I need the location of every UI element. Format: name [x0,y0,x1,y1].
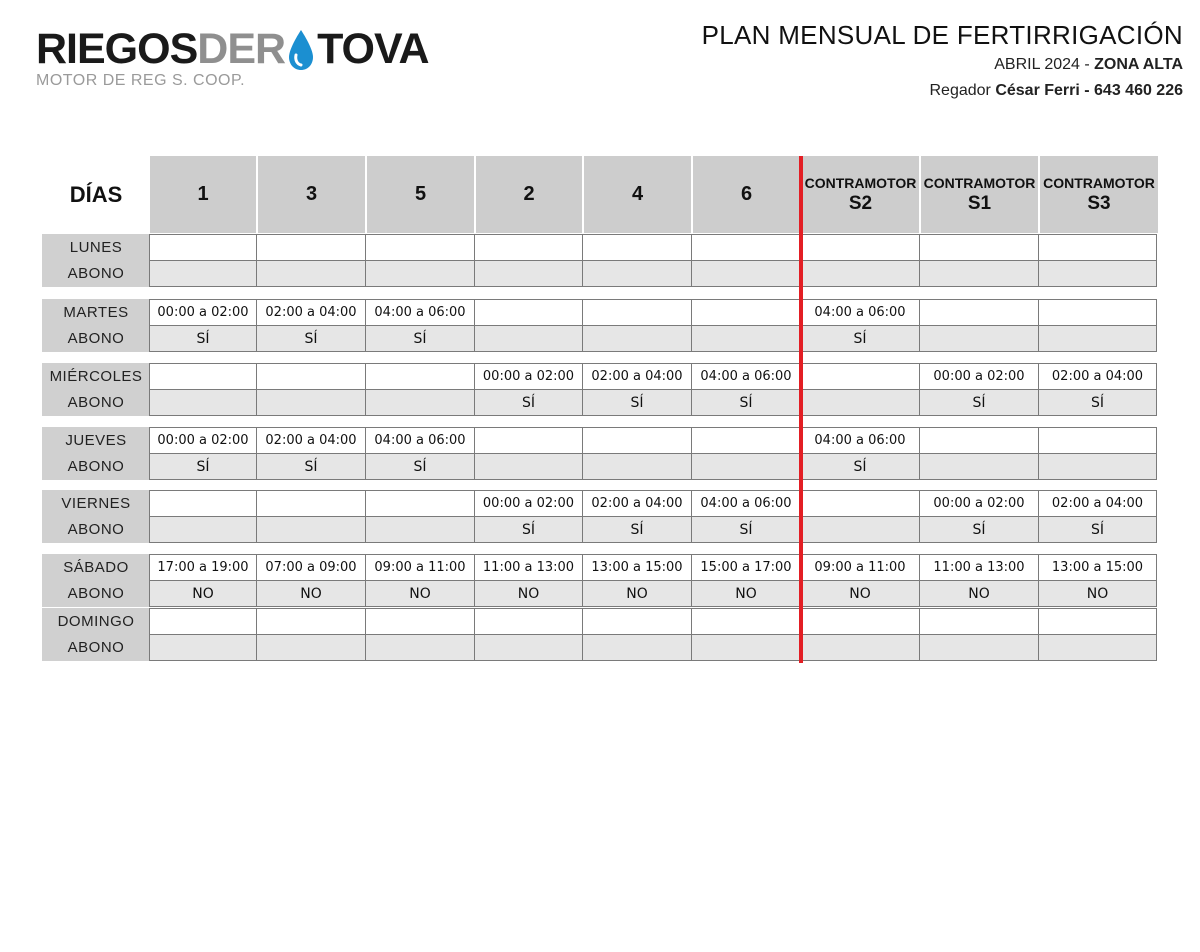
column-header-top: CONTRAMOTOR [923,174,1036,191]
column-header-top: CONTRAMOTOR [1043,174,1155,191]
abono-cell [691,325,801,352]
time-cell [474,608,583,635]
time-cell [919,427,1039,454]
abono-label: ABONO [67,458,125,476]
time-cell: 15:00 a 17:00 [691,554,801,581]
day-label [42,234,150,287]
logo-part-2: DER [197,25,286,73]
abono-cell: NO [365,580,475,607]
abono-cell: SÍ [691,516,801,543]
time-cell [256,234,366,261]
abono-cell: NO [800,580,920,607]
abono-cell: SÍ [1038,389,1157,416]
day-label [42,608,150,661]
abono-cell: SÍ [919,389,1039,416]
column-header-top: CONTRAMOTOR [804,174,917,191]
time-cell: 00:00 a 02:00 [919,490,1039,517]
abono-cell: SÍ [691,389,801,416]
abono-cell [800,389,920,416]
time-cell: 07:00 a 09:00 [256,554,366,581]
abono-cell [1038,634,1157,661]
abono-cell: SÍ [474,516,583,543]
schedule-abono-row [149,260,1159,287]
time-cell: 00:00 a 02:00 [474,490,583,517]
time-cell [691,234,801,261]
column-header-5 [584,156,693,233]
time-cell [582,299,692,326]
abono-cell [256,516,366,543]
column-header-9 [1040,156,1158,233]
time-cell [149,234,257,261]
column-header-main: S3 [1087,192,1111,214]
day-name: LUNES [69,238,123,256]
abono-label: ABONO [67,330,125,348]
schedule-time-row [149,608,1159,635]
time-cell: 09:00 a 11:00 [365,554,475,581]
column-header-main: 4 [631,183,644,205]
abono-cell [919,260,1039,287]
time-cell: 04:00 a 06:00 [800,299,920,326]
abono-cell: SÍ [582,389,692,416]
time-cell [474,299,583,326]
time-cell [691,608,801,635]
day-label [42,299,150,352]
abono-label: ABONO [67,265,125,283]
time-cell [800,234,920,261]
time-cell: 02:00 a 04:00 [1038,363,1157,390]
column-header-7 [802,156,921,233]
abono-cell [582,453,692,480]
day-name: MIÉRCOLES [49,367,143,385]
schedule-time-row [149,427,1159,454]
time-cell: 02:00 a 04:00 [1038,490,1157,517]
time-cell: 04:00 a 06:00 [691,490,801,517]
schedule-abono-row [149,580,1159,607]
time-cell [365,363,475,390]
time-cell [256,608,366,635]
abono-cell [691,260,801,287]
column-header-3 [367,156,476,233]
abono-cell: SÍ [919,516,1039,543]
abono-cell [256,260,366,287]
abono-cell [800,516,920,543]
time-cell [149,363,257,390]
abono-cell [1038,453,1157,480]
time-cell [582,608,692,635]
time-cell [1038,299,1157,326]
contramotor-separator-line [799,156,803,663]
time-cell: 02:00 a 04:00 [256,427,366,454]
day-label [42,427,150,480]
time-cell [1038,427,1157,454]
day-name: SÁBADO [63,558,129,576]
time-cell: 00:00 a 02:00 [149,427,257,454]
time-cell: 04:00 a 06:00 [365,299,475,326]
column-header-main: 1 [197,183,209,205]
abono-cell [256,634,366,661]
abono-cell [1038,260,1157,287]
zone: ZONA ALTA [1094,56,1183,73]
column-header-main: S1 [967,192,992,214]
abono-cell: SÍ [800,325,920,352]
time-cell: 02:00 a 04:00 [582,363,692,390]
day-name: JUEVES [65,431,127,449]
schedule-time-row [149,234,1159,261]
abono-cell [800,634,920,661]
column-header-main: 3 [305,183,318,205]
abono-cell [919,634,1039,661]
time-cell [800,490,920,517]
schedule-time-row [149,299,1159,326]
abono-cell [474,453,583,480]
abono-cell: SÍ [365,325,475,352]
logo-subtitle: MOTOR DE REG S. COOP. [36,72,246,89]
day-label [42,363,150,416]
column-header-main: S2 [848,192,873,214]
time-cell [1038,608,1157,635]
schedule-abono-row [149,516,1159,543]
abono-cell [919,453,1039,480]
column-header-4 [476,156,584,233]
logo-part-3: TOVA [317,25,429,73]
time-cell: 11:00 a 13:00 [919,554,1039,581]
regador-name: César Ferri - 643 460 226 [995,82,1183,99]
abono-cell [919,325,1039,352]
time-cell [800,608,920,635]
period: ABRIL 2024 [994,56,1080,73]
abono-cell [365,516,475,543]
time-cell: 13:00 a 15:00 [1038,554,1157,581]
time-cell: 04:00 a 06:00 [800,427,920,454]
time-cell [691,427,801,454]
abono-cell [474,634,583,661]
time-cell [365,234,475,261]
time-cell [149,608,257,635]
time-cell [256,490,366,517]
abono-cell: SÍ [256,325,366,352]
abono-label: ABONO [67,639,125,657]
time-cell: 13:00 a 15:00 [582,554,692,581]
time-cell [365,608,475,635]
document-title: PLAN MENSUAL DE FERTIRRIGACIÓN [701,20,1183,50]
column-header-8 [921,156,1040,233]
abono-cell: SÍ [474,389,583,416]
time-cell: 04:00 a 06:00 [691,363,801,390]
abono-cell: SÍ [365,453,475,480]
schedule-abono-row [149,453,1159,480]
time-cell: 17:00 a 19:00 [149,554,257,581]
abono-cell [149,516,257,543]
abono-cell [1038,325,1157,352]
time-cell [256,363,366,390]
abono-cell: NO [256,580,366,607]
abono-cell: SÍ [1038,516,1157,543]
time-cell: 09:00 a 11:00 [800,554,920,581]
abono-cell: SÍ [800,453,920,480]
abono-cell [474,260,583,287]
abono-cell: SÍ [256,453,366,480]
abono-cell [149,260,257,287]
column-header-main: 5 [414,183,427,205]
time-cell [919,608,1039,635]
abono-label: ABONO [67,521,125,539]
schedule-time-row [149,554,1159,581]
abono-cell: NO [474,580,583,607]
abono-label: ABONO [67,585,125,603]
regador-label: Regador [929,82,991,99]
abono-cell [474,325,583,352]
period-separator: - [1079,56,1095,73]
column-header-main: 2 [523,183,535,205]
abono-cell [365,260,475,287]
column-header-1 [150,156,258,233]
time-cell: 11:00 a 13:00 [474,554,583,581]
abono-cell [582,325,692,352]
time-cell [582,234,692,261]
time-cell [919,299,1039,326]
abono-cell [365,389,475,416]
schedule-time-row [149,363,1159,390]
schedule-abono-row [149,389,1159,416]
column-header-6 [693,156,802,233]
column-header-main: 6 [740,183,753,205]
time-cell [691,299,801,326]
column-header-2 [258,156,367,233]
abono-cell [691,634,801,661]
time-cell [474,427,583,454]
time-cell: 02:00 a 04:00 [582,490,692,517]
abono-cell: NO [919,580,1039,607]
time-cell: 00:00 a 02:00 [474,363,583,390]
abono-cell: NO [149,580,257,607]
time-cell: 02:00 a 04:00 [256,299,366,326]
day-label [42,490,150,543]
schedule-abono-row [149,325,1159,352]
time-cell [582,427,692,454]
time-cell [1038,234,1157,261]
days-header: DÍAS [69,181,123,207]
abono-cell: NO [582,580,692,607]
logo-part-1: RIEGOS [36,25,198,73]
time-cell: 00:00 a 02:00 [919,363,1039,390]
abono-label: ABONO [67,394,125,412]
day-name: DOMINGO [57,612,135,630]
abono-cell [800,260,920,287]
abono-cell: SÍ [149,453,257,480]
abono-cell: SÍ [582,516,692,543]
abono-cell [365,634,475,661]
time-cell: 00:00 a 02:00 [149,299,257,326]
abono-cell [149,389,257,416]
abono-cell: NO [691,580,801,607]
abono-cell [256,389,366,416]
schedule-abono-row [149,634,1159,661]
time-cell [365,490,475,517]
schedule-time-row [149,490,1159,517]
time-cell [919,234,1039,261]
abono-cell [149,634,257,661]
time-cell [800,363,920,390]
abono-cell: SÍ [149,325,257,352]
abono-cell [691,453,801,480]
day-name: MARTES [63,303,129,321]
abono-cell [582,634,692,661]
abono-cell [582,260,692,287]
time-cell [474,234,583,261]
time-cell [149,490,257,517]
abono-cell: NO [1038,580,1157,607]
time-cell: 04:00 a 06:00 [365,427,475,454]
day-name: VIERNES [61,494,131,512]
day-label [42,554,150,607]
